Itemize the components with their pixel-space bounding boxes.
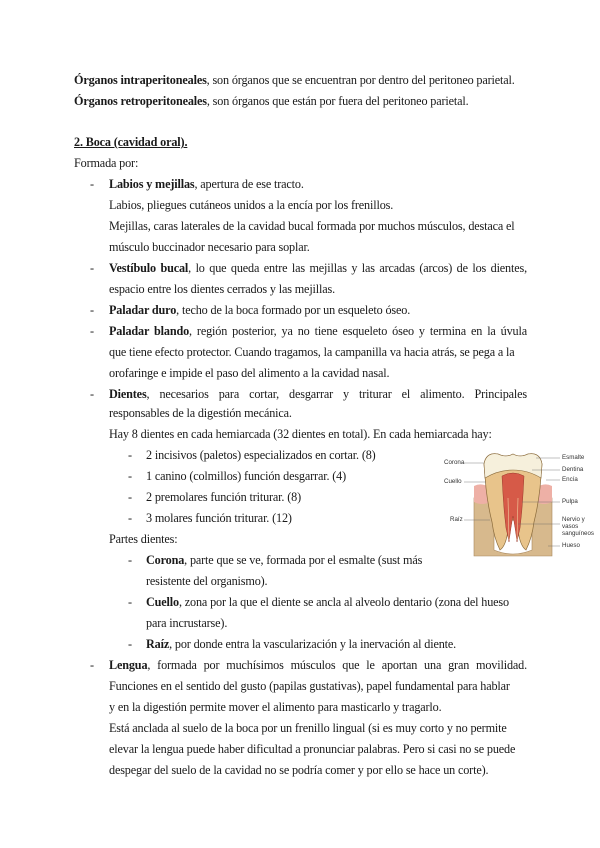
tooth-type-2: 1 canino (colmillos) función desgarrar. (4) — [146, 469, 346, 483]
bullet-type-4: - — [128, 511, 133, 525]
labios-p2: Labios, pliegues cutáneos unidos a la encía por los frenillos. — [109, 198, 394, 212]
label-raiz: Raíz — [450, 516, 463, 523]
bullet-raiz: - — [128, 637, 133, 651]
lengua-line: Lengua, formada por muchísimos músculos que le aportan una gran movilidad. — [109, 658, 527, 672]
bullet-paladar-blando: - — [90, 324, 95, 338]
label-esmalte: Esmalte — [562, 454, 585, 461]
retroperitoneales-line: Órganos retroperitoneales, son órganos que están por fuera del peritoneo parietal. — [74, 94, 469, 108]
bullet-cuello: - — [128, 595, 133, 609]
intraperitoneales-line: Órganos intraperitoneales, son órganos que se encuentran por dentro del peritoneo parietal. — [74, 73, 515, 87]
label-corona: Corona — [444, 459, 465, 466]
cuello-l2: para incrustarse). — [146, 616, 228, 630]
label-cuello: Cuello — [444, 478, 462, 485]
paladar-blando-l2: que tiene efecto protector. Cuando tragamos, la campanilla va hacia atrás, se pega a la — [109, 345, 515, 359]
section-heading: 2. Boca (cavidad oral). — [74, 135, 188, 149]
vestibulo-line: Vestíbulo bucal, lo que queda entre las mejillas y las arcadas (arcos) de los dientes, — [109, 261, 527, 275]
label-pulpa: Pulpa — [562, 498, 578, 505]
bullet-lengua: - — [90, 658, 95, 672]
lengua-l3: y en la digestión permite mover el alimento para masticarlo y tragarlo. — [109, 700, 442, 714]
tooth-anatomy-figure — [440, 446, 596, 558]
bullet-corona: - — [128, 553, 133, 567]
bullet-dientes: - — [90, 387, 95, 401]
lengua-l2: Funciones en el sentido del gusto (papilas gustativas), papel fundamental para hablar — [109, 679, 510, 693]
labios-p3b: músculo buccinador necesario para soplar. — [109, 240, 310, 254]
bullet-vestibulo: - — [90, 261, 95, 275]
dientes-l2: responsables de la digestión mecánica. — [109, 406, 292, 420]
bullet-labios: - — [90, 177, 95, 191]
raiz-line: Raíz, por donde entra la vascularización y la inervación al diente. — [146, 637, 457, 651]
label-nervio: Nervio y vasos sanguíneos — [562, 516, 594, 537]
paladar-blando-l3: orofaringe e impide el paso del alimento a la cavidad nasal. — [109, 366, 390, 380]
bullet-type-3: - — [128, 490, 133, 504]
tooth-type-1: 2 incisivos (paletos) especializados en cortar. (8) — [146, 448, 376, 462]
vestibulo-l2: espacio entre los dientes cerrados y las mejillas. — [109, 282, 336, 296]
tooth-type-3: 2 premolares función triturar. (8) — [146, 490, 301, 504]
section-intro: Formada por: — [74, 156, 139, 170]
label-encia: Encía — [562, 476, 578, 483]
bullet-paladar-duro: - — [90, 303, 95, 317]
labios-line: Labios y mejillas, apertura de ese tracto. — [109, 177, 304, 191]
partes-label: Partes dientes: — [109, 532, 178, 546]
lengua-l5: elevar la lengua puede haber dificultad a pronunciar palabras. Pero si casi no se puede — [109, 742, 516, 756]
corona-l2: resistente del organismo). — [146, 574, 268, 588]
label-hueso: Hueso — [562, 542, 580, 549]
lengua-l4: Está anclada al suelo de la boca por un frenillo lingual (si es muy corto y no permite — [109, 721, 507, 735]
bullet-type-2: - — [128, 469, 133, 483]
bullet-type-1: - — [128, 448, 133, 462]
corona-line: Corona, parte que se ve, formada por el esmalte (sust más — [146, 553, 423, 567]
tooth-type-4: 3 molares función triturar. (12) — [146, 511, 292, 525]
label-dentina: Dentina — [562, 466, 584, 473]
dientes-line: Dientes, necesarios para cortar, desgarrar y triturar el alimento. Principales — [109, 387, 527, 401]
lengua-l6: despegar del suelo de la cavidad no se podría comer y por ello se hace un corte). — [109, 763, 489, 777]
dientes-l3: Hay 8 dientes en cada hemiarcada (32 dientes en total). En cada hemiarcada hay: — [109, 427, 492, 441]
labios-p3a: Mejillas, caras laterales de la cavidad bucal formada por muchos músculos, destaca el — [109, 219, 515, 233]
cuello-line: Cuello, zona por la que el diente se ancla al alveolo dentario (zona del hueso — [146, 595, 509, 609]
paladar-blando-line: Paladar blando, región posterior, ya no tiene esqueleto óseo y termina en la úvula — [109, 324, 527, 338]
paladar-duro-line: Paladar duro, techo de la boca formado por un esqueleto óseo. — [109, 303, 411, 317]
